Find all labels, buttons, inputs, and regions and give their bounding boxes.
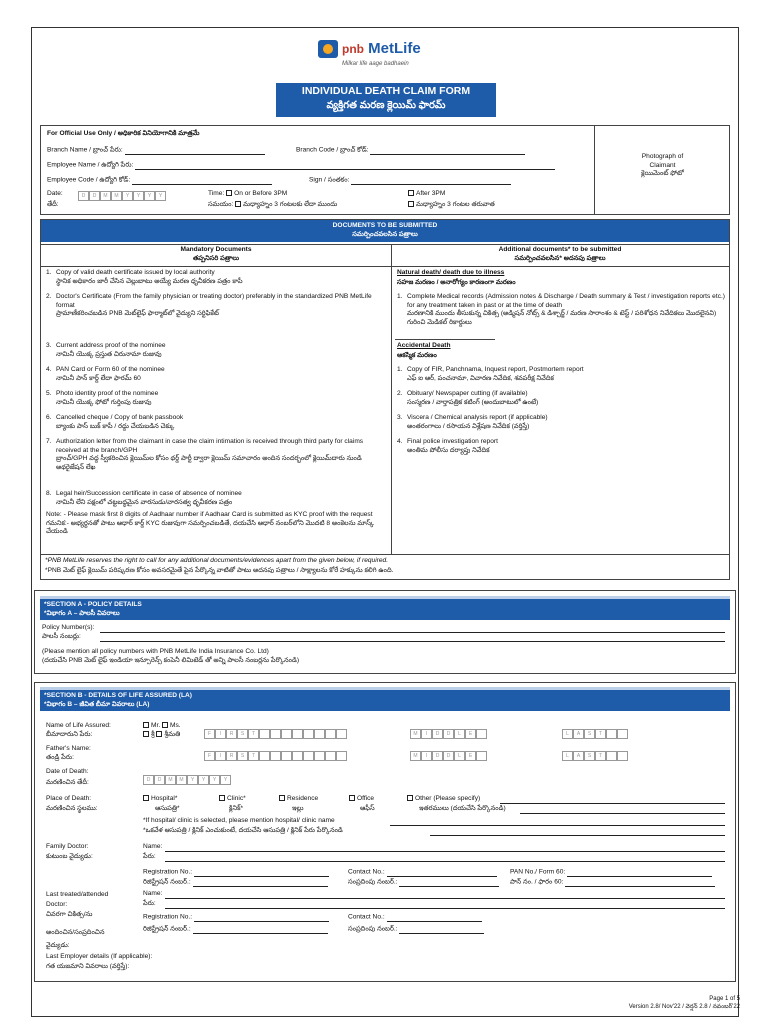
employee-name-field[interactable]: [135, 161, 555, 170]
doc-item-en: PAN Card or Form 60 of the nominee: [56, 366, 165, 373]
char-box[interactable]: [476, 729, 487, 739]
doc-item-te: సంస్మరణ / వార్తాపత్రిక కటింగ్ (అందుబాటులో ఉంటే): [407, 398, 539, 406]
char-box[interactable]: L: [454, 751, 465, 761]
time-after-te-checkbox[interactable]: [408, 201, 414, 207]
pod-hospital-checkbox[interactable]: [143, 795, 149, 801]
docs-footnote-telugu: *PNB మెట్ లైఫ్ క్లెయిమ్ పరిష్కరణ కోసం అవసరమైతే పైన పేర్కొన్న వాటితో పాటు అదనపు పత్రాలు / సాక్ష్యాలను కోరే హక్కును కలిగి ఉంది.: [45, 567, 394, 574]
ltd-contact-label: Contact No.:: [348, 913, 385, 921]
last-treated-label-telugu-2: అందించిన/సంప్రదించిన: [46, 928, 105, 936]
brand-name: MetLife: [368, 40, 421, 57]
photo-label-1: Photograph of: [641, 153, 684, 160]
fd-name-field-2[interactable]: [165, 861, 725, 862]
char-box[interactable]: [476, 751, 487, 761]
doc-item-en: Legal heir/Succession certificate in case of absence of nominee: [56, 490, 242, 497]
date-label-telugu: తేదీ:: [47, 201, 59, 208]
policy-numbers-label-telugu: పాలసీ నంబర్లు:: [42, 633, 81, 640]
char-box[interactable]: Y: [144, 191, 155, 201]
ltd-reg-field-2[interactable]: [193, 925, 328, 934]
char-box[interactable]: M: [165, 775, 176, 785]
employee-code-label: Employee Code / ఉద్యోగి కోడ్:: [47, 176, 131, 184]
pod-other-checkbox[interactable]: [407, 795, 413, 801]
char-box[interactable]: Y: [187, 775, 198, 785]
time-before-label: On or Before 3PM: [234, 190, 288, 197]
fd-reg-label-telugu: రిజిస్ట్రేషన్ నంబర్.:: [143, 878, 191, 886]
char-box[interactable]: [270, 751, 281, 761]
father-middle-name-boxes[interactable]: [410, 751, 487, 761]
char-box[interactable]: [281, 751, 292, 761]
pod-residence-label: Residence: [287, 795, 319, 802]
char-box[interactable]: I: [421, 751, 432, 761]
char-box[interactable]: Y: [133, 191, 144, 201]
time-label: Time:: [208, 190, 225, 197]
mr-checkbox[interactable]: [143, 722, 149, 728]
documents-table: [40, 219, 730, 580]
char-box[interactable]: D: [154, 775, 165, 785]
char-box[interactable]: [314, 729, 325, 739]
ltd-contact-field[interactable]: [387, 913, 482, 922]
char-box[interactable]: D: [432, 751, 443, 761]
char-box[interactable]: T: [248, 751, 259, 761]
time-after-label-telugu: మధ్యాహ్నం 3 గంటల తరువాత: [416, 201, 495, 208]
fd-name-field[interactable]: [165, 851, 725, 852]
section-b-bar: [40, 687, 730, 711]
char-box[interactable]: M: [176, 775, 187, 785]
form-title-telugu: వ్యక్తిగత మరణ క్లెయిమ్ ఫారమ్: [326, 99, 446, 111]
char-box[interactable]: D: [89, 191, 100, 201]
char-box[interactable]: L: [454, 729, 465, 739]
char-box[interactable]: S: [237, 729, 248, 739]
time-before-te-checkbox[interactable]: [235, 201, 241, 207]
last-treated-label-telugu-3: వైద్యుడు:: [46, 941, 70, 949]
family-doctor-label-telugu: కుటుంబ వైద్యుడు:: [46, 853, 93, 860]
ltd-contact-label-telugu: సంప్రదింపు నంబర్.:: [348, 925, 398, 933]
policy-numbers-field[interactable]: [100, 632, 725, 633]
natural-death-heading-telugu: సహజ మరణం / అనారోగ్యం కారణంగా మరణం: [397, 279, 516, 286]
char-box[interactable]: M: [410, 751, 421, 761]
doc-item-en: Copy of valid death certificate issued by local authority: [56, 269, 215, 276]
char-box[interactable]: [270, 729, 281, 739]
accidental-death-heading: Accidental Death: [397, 342, 451, 349]
fd-reg-label: Registration No.:: [143, 868, 193, 876]
father-name-label: Father's Name:: [46, 745, 91, 752]
last-employer-label: Last Employer details (If applicable):: [46, 953, 153, 960]
ms-label: Ms.: [170, 722, 181, 729]
pod-other-field-2[interactable]: [520, 813, 725, 814]
doc-num: 6.: [46, 414, 52, 421]
char-box[interactable]: T: [248, 729, 259, 739]
char-box[interactable]: [314, 751, 325, 761]
mr-label: Mr.: [151, 722, 161, 729]
additional-heading: Additional documents* to be submitted: [498, 246, 622, 253]
branch-code-label: Branch Code / బ్రాంచ్ కోడ్:: [296, 146, 369, 154]
version-label: Version 2.8/ Nov'22 / వెర్షన్ 2.8 / నవంబర్'22: [628, 1003, 740, 1010]
fd-name-label: Name:: [143, 843, 163, 850]
dod-boxes[interactable]: [143, 775, 231, 785]
brand-tagline: Milkar life aage badhaein: [342, 61, 409, 67]
official-date-boxes[interactable]: [78, 191, 166, 201]
char-box[interactable]: [325, 751, 336, 761]
hospital-note: *If hospital/ clinic is selected, please mention hospital/ clinic name: [143, 817, 335, 824]
char-box[interactable]: F: [204, 729, 215, 739]
pod-hospital-label-telugu: ఆసుపత్రి*: [155, 805, 180, 812]
form-title-banner: [276, 83, 496, 117]
father-first-name-boxes[interactable]: [204, 751, 347, 761]
fd-name-label-telugu: పేరు:: [143, 853, 156, 860]
pod-office-label-telugu: ఆఫీస్: [360, 805, 375, 812]
doc-item-en: Complete Medical records (Admission notes & Discharge / Death summary & Test / investigation reports etc.) for any treatment taken in past or at the time of death: [407, 293, 725, 309]
ltd-name-label: Name:: [143, 890, 163, 897]
branch-name-label: Branch Name / బ్రాంచ్ పేరు:: [47, 146, 123, 154]
section-b-title: *SECTION B - DETAILS OF LIFE ASSURED (LA): [44, 692, 192, 699]
page-footer: [629, 996, 740, 1012]
doc-num: 5.: [46, 390, 52, 397]
time-before-label-telugu: మధ్యాహ్నం 3 గంటలకు లేదా ముందు: [243, 201, 338, 208]
official-use-heading: For Official Use Only / అధికారిక వినియోగానికి మాత్రమే: [47, 130, 200, 137]
char-box[interactable]: [617, 751, 628, 761]
pod-residence-checkbox[interactable]: [279, 795, 285, 801]
char-box[interactable]: A: [573, 751, 584, 761]
char-box[interactable]: L: [562, 751, 573, 761]
la-middle-name-boxes[interactable]: [410, 729, 487, 739]
doc-item-te: నామినీ లేని పక్షంలో చట్టబద్ధమైన వారసుడు/వారసత్వ ధృవీకరణ పత్రం: [56, 498, 233, 506]
policy-note: (Please mention all policy numbers with PNB MetLife India Insurance Co. Ltd): [42, 648, 269, 655]
doc-item-en: Cancelled cheque / Copy of bank passbook: [56, 414, 184, 421]
char-box[interactable]: [292, 751, 303, 761]
char-box[interactable]: Y: [220, 775, 231, 785]
doc-item-te: ఎఫ్ ఐ ఆర్, పంచనామా, విచారణ నివేదిక, శవపరీక్ష నివేదిక: [407, 374, 554, 382]
section-a-title: *SECTION A - POLICY DETAILS: [44, 601, 142, 608]
doc-num: 3.: [46, 342, 52, 349]
la-name-label-telugu: బీమాదారుని పేరు:: [46, 731, 93, 738]
ltd-reg-label-telugu: రిజిస్ట్రేషన్ నంబర్.:: [143, 925, 191, 933]
photo-label-telugu: క్లెయిమెంట్ ఫోటో: [641, 170, 684, 178]
section-b-box: [34, 682, 736, 982]
pod-other-field[interactable]: [500, 803, 725, 804]
doc-item-te: బ్రాంచ్/GPH వద్ద స్వీకరించిన క్లెయిమ్‌ల కోసం థర్డ్ పార్టీ ద్వారా క్లెయిమ్ సమాచారం అందిన సందర్భంలో క్లెయిమ్‌దారు నుండి అథరైజేషన్ లేఖ: [56, 455, 362, 471]
page-number: Page 1 of 5: [709, 996, 740, 1002]
doc-num: 1.: [397, 293, 403, 300]
char-box[interactable]: D: [143, 775, 154, 785]
time-before-checkbox[interactable]: [226, 190, 232, 196]
pod-hospital-label: Hospital*: [151, 795, 178, 802]
additional-heading-telugu: సమర్పించవలసిన* అదనపు పత్రాలు: [514, 254, 606, 262]
doc-num: 4.: [46, 366, 52, 373]
accidental-death-heading-telugu: ఆకస్మిక మరణం: [397, 352, 437, 359]
hospital-note-telugu: *ఒకవేళ ఆసుపత్రి / క్లినిక్ ఎంచుకుంటే, దయచేసి ఆసుపత్రి / క్లినిక్ పేరు పేర్కొనండి: [143, 827, 343, 834]
doc-item-te: స్థానిక అధికారం జారీ చేసిన చెల్లుబాటు అయ్యే మరణ ధృవీకరణ పత్రం కాపీ: [56, 277, 243, 285]
char-box[interactable]: R: [226, 751, 237, 761]
family-doctor-label: Family Doctor:: [46, 843, 89, 850]
doc-item-te: నామినీ యొక్క ఫోటో గుర్తింపు రుజువు: [56, 398, 152, 406]
pod-clinic-label-telugu: క్లినిక్*: [229, 805, 244, 812]
char-box[interactable]: T: [595, 751, 606, 761]
doc-item-en: Final police investigation report: [407, 438, 498, 445]
policy-note-telugu: (దయచేసి PNB మెట్ లైఫ్ ఇండియా ఇన్సూరెన్స్ కంపెనీ లిమిటెడ్ తో అన్ని పాలసీ నంబర్లను పేర్కొనండి): [42, 657, 300, 664]
char-box[interactable]: Y: [198, 775, 209, 785]
sign-field[interactable]: [351, 176, 511, 185]
brand-prefix: pnb: [342, 42, 364, 56]
mandatory-heading-telugu: తప్పనిసరి పత్రాలు: [192, 254, 240, 262]
la-last-name-boxes[interactable]: [562, 729, 628, 739]
ltd-contact-field-2[interactable]: [399, 925, 484, 934]
ltd-name-field[interactable]: [165, 898, 725, 899]
doc-item-te: నామినీ యొక్క ప్రస్తుత చిరునామా రుజువు: [56, 350, 162, 358]
doc-item-en: Viscera / Chemical analysis report (if applicable): [407, 414, 548, 421]
fd-pan-label: PAN No./ Form 60:: [510, 868, 566, 876]
hospital-name-field-2[interactable]: [430, 835, 725, 836]
doc-item-te: అంతరంగాలు / రసాయన విశ్లేషణ నివేదిక (వర్తిస్తే): [407, 422, 530, 430]
mr-te-checkbox[interactable]: [143, 731, 149, 737]
section-b-title-telugu: *విభాగం B – జీవిత బీమా వివరాలు (LA): [44, 700, 150, 708]
doc-item-en: Current address proof of the nominee: [56, 342, 166, 349]
documents-bar: [41, 220, 729, 242]
time-label-telugu: సమయం:: [208, 201, 234, 208]
fd-contact-label: Contact No.:: [348, 868, 385, 876]
section-a-title-telugu: *విభాగం A – పాలసీ వివరాలు: [44, 609, 120, 617]
char-box[interactable]: [617, 729, 628, 739]
ms-te-checkbox[interactable]: [156, 731, 162, 737]
official-use-box: [40, 125, 730, 215]
pod-office-label: Office: [357, 795, 375, 802]
char-box[interactable]: [281, 729, 292, 739]
metlife-logo-icon: [318, 40, 338, 58]
char-box[interactable]: D: [78, 191, 89, 201]
branch-code-field[interactable]: [370, 146, 525, 155]
char-box[interactable]: D: [443, 729, 454, 739]
char-box[interactable]: E: [465, 729, 476, 739]
ms-checkbox[interactable]: [162, 722, 168, 728]
doc-item-te: నామినీ పాన్ కార్డ్ లేదా ఫారమ్ 60: [56, 374, 141, 382]
char-box[interactable]: L: [562, 729, 573, 739]
doc-num: 3.: [397, 414, 403, 421]
char-box[interactable]: R: [226, 729, 237, 739]
char-box[interactable]: S: [237, 751, 248, 761]
last-employer-label-telugu: గత యజమాని వివరాలు (వర్తిస్తే):: [46, 963, 130, 970]
char-box[interactable]: I: [215, 729, 226, 739]
mandatory-heading: Mandatory Documents: [180, 246, 252, 253]
char-box[interactable]: [259, 729, 270, 739]
ltd-reg-field[interactable]: [194, 913, 329, 922]
father-last-name-boxes[interactable]: [562, 751, 628, 761]
doc-item-te: బ్యాంకు పాస్ బుక్ కాపీ / రద్దు చేయబడిన చెక్కు: [56, 422, 175, 430]
policy-numbers-label: Policy Number(s):: [42, 624, 95, 631]
ms-label-telugu: శ్రీమతి: [164, 731, 181, 738]
char-box[interactable]: I: [421, 729, 432, 739]
pod-office-checkbox[interactable]: [349, 795, 355, 801]
doc-item-en: Obituary/ Newspaper cutting (if available): [407, 390, 528, 397]
branch-name-field[interactable]: [125, 146, 265, 155]
char-box[interactable]: [336, 751, 347, 761]
char-box[interactable]: [292, 729, 303, 739]
time-after-checkbox[interactable]: [408, 190, 414, 196]
doc-num: 1.: [46, 269, 52, 276]
fd-contact-field-2[interactable]: [399, 878, 499, 887]
doc-num: 4.: [397, 438, 403, 445]
char-box[interactable]: [606, 751, 617, 761]
char-box[interactable]: [606, 729, 617, 739]
mr-label-telugu: శ్రీ: [151, 731, 155, 738]
doc-item-en: Authorization letter from the claimant in case the claim intimation is received through third party for claims received at the branch/GPH: [56, 438, 364, 454]
ltd-name-field-2[interactable]: [165, 908, 725, 909]
form-title: INDIVIDUAL DEATH CLAIM FORM: [301, 85, 471, 97]
aadhaar-note: Note: - Please mask first 8 digits of Aadhaar number if Aadhaar Card is submitted as KYC proof with the request: [46, 511, 373, 518]
char-box[interactable]: T: [595, 729, 606, 739]
char-box[interactable]: S: [584, 751, 595, 761]
documents-bar-title: DOCUMENTS TO BE SUBMITTED: [332, 222, 438, 229]
doc-item-en: Photo identity proof of the nominee: [56, 390, 159, 397]
char-box[interactable]: M: [100, 191, 111, 201]
char-box[interactable]: Y: [209, 775, 220, 785]
char-box[interactable]: M: [410, 729, 421, 739]
dod-label: Date of Death:: [46, 768, 89, 775]
fd-reg-field[interactable]: [194, 868, 329, 877]
pod-clinic-checkbox[interactable]: [219, 795, 225, 801]
doc-num: 2.: [46, 293, 52, 300]
pod-clinic-label: Clinic*: [227, 795, 246, 802]
fd-contact-label-telugu: సంప్రదింపు నంబర్.:: [348, 878, 398, 886]
section-a-bar: [40, 596, 730, 620]
docs-footnote: *PNB MetLife reserves the right to call for any additional documents/evidences apart from the given below, if required.: [45, 557, 389, 564]
char-box[interactable]: F: [204, 751, 215, 761]
char-box[interactable]: D: [432, 729, 443, 739]
policy-numbers-field-2[interactable]: [100, 641, 725, 642]
pod-other-label-telugu: ఇతరములు (దయచేసి పేర్కొనండి): [419, 805, 506, 812]
fd-pan-field[interactable]: [567, 868, 712, 877]
char-box[interactable]: [303, 751, 314, 761]
pod-label: Place of Death:: [46, 795, 92, 802]
employee-name-label: Employee Name / ఉద్యోగి పేరు:: [47, 161, 134, 169]
photo-box[interactable]: [594, 125, 730, 215]
natural-death-heading: Natural death/ death due to illness: [397, 269, 505, 276]
doc-num: 2.: [397, 390, 403, 397]
brand-logo: [310, 38, 470, 78]
doc-item-te: ప్రామాణీకరించబడిన PNB మెట్‌లైఫ్ ఫార్మాట్‌లో వైద్యుని సర్టిఫికేట్: [56, 310, 219, 318]
doc-item-te: అంతిమ పోలీసు దర్యాప్తు నివేదిక: [407, 446, 490, 454]
last-treated-label-2: Doctor:: [46, 901, 68, 909]
fd-contact-field[interactable]: [387, 868, 497, 877]
doc-item-en: Doctor's Certificate (From the family physician or treating doctor) preferably in the standardized PNB MetLife format: [56, 293, 372, 309]
doc-num: 7.: [46, 438, 52, 445]
ltd-reg-label: Registration No.:: [143, 913, 193, 921]
doc-num: 8.: [46, 490, 52, 497]
pod-label-telugu: మరణించిన స్థలము:: [46, 805, 98, 812]
ltd-name-label-telugu: పేరు:: [143, 900, 156, 907]
hospital-name-field[interactable]: [390, 825, 725, 826]
char-box[interactable]: [303, 729, 314, 739]
last-treated-label-telugu-1: చివరగా చికిత్స/ను: [46, 911, 93, 919]
date-label: Date:: [47, 190, 63, 197]
char-box[interactable]: M: [111, 191, 122, 201]
father-name-label-telugu: తండ్రి పేరు:: [46, 754, 74, 761]
char-box[interactable]: Y: [122, 191, 133, 201]
char-box[interactable]: D: [443, 751, 454, 761]
doc-item-te: మరణానికి ముందు తీసుకున్న చికిత్స (అడ్మిషన్ నోట్స్ & డిశ్చార్జ్ / మరణ సారాంశం & టెస్ట్ / పరిశోధన నివేదికలు మొదలైనవి) గురించి మెడికల్ రికార్డులు: [407, 310, 717, 326]
char-box[interactable]: Y: [155, 191, 166, 201]
char-box[interactable]: A: [573, 729, 584, 739]
la-first-name-boxes[interactable]: [204, 729, 347, 739]
char-box[interactable]: S: [584, 729, 595, 739]
photo-label-2: Claimant: [649, 161, 676, 169]
doc-num: 1.: [397, 366, 403, 373]
documents-bar-title-telugu: సమర్పించవలసిన పత్రాలు: [352, 230, 418, 238]
char-box[interactable]: [325, 729, 336, 739]
doc-item-en: Copy of FIR, Panchnama, Inquest report, Postmortem report: [407, 366, 584, 373]
last-treated-label-1: Last treated/attended: [46, 891, 109, 898]
fd-reg-field-2[interactable]: [193, 878, 328, 887]
time-after-label: After 3PM: [416, 190, 446, 197]
pod-residence-label-telugu: ఇల్లు: [292, 805, 304, 812]
la-name-label: Name of Life Assured:: [46, 722, 111, 729]
aadhaar-note-telugu: గమనిక:- అభ్యర్థనతో పాటు ఆధార్ కార్డ్ KYC రుజువుగా సమర్పించబడితే, దయచేసి ఆధార్ నంబర్‌లోని మొదటి 8 అంకెలను మాస్క్ చేయండి: [46, 519, 374, 536]
employee-code-field[interactable]: [132, 176, 272, 185]
char-box[interactable]: [259, 751, 270, 761]
fd-pan-field-2[interactable]: [565, 878, 715, 887]
fd-pan-label-telugu: పాన్ నం. / ఫారం 60:: [510, 878, 564, 886]
pod-other-label: Other (Please specify): [415, 795, 481, 802]
char-box[interactable]: [336, 729, 347, 739]
char-box[interactable]: E: [465, 751, 476, 761]
char-box[interactable]: I: [215, 751, 226, 761]
sign-label: Sign / సంతకం:: [309, 176, 350, 184]
dod-label-telugu: మరణించిన తేదీ:: [46, 779, 89, 786]
